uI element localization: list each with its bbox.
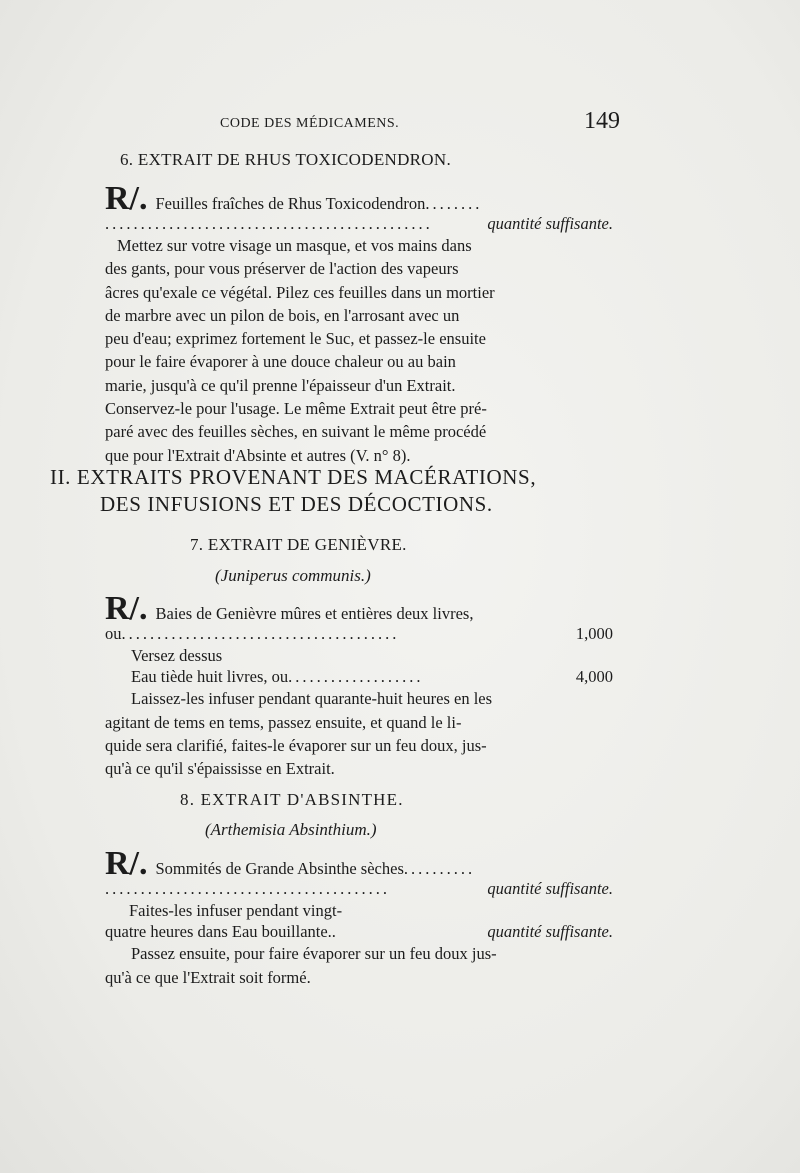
s7-recipe — [105, 590, 613, 780]
s7-line: quide sera clarifié, faites-le évaporer sur un feu doux, jus- — [105, 735, 487, 755]
s7-eau-line — [105, 667, 613, 687]
s7-latin-wrap — [215, 566, 371, 586]
s6-recipe — [105, 180, 613, 467]
dot-leader: ........ — [425, 194, 483, 213]
s8-heading: 8. EXTRAIT D'ABSINTHE. — [180, 790, 404, 809]
s7-amount1: 1,000 — [575, 624, 613, 643]
s6-heading-wrap — [120, 150, 451, 170]
s7-ingredient-line — [105, 590, 613, 628]
dot-leader: ........................................ — [105, 879, 390, 898]
s7-ingredient: Baies de Genièvre mûres et entières deux livres, — [155, 604, 474, 623]
s6-quantity-line — [105, 214, 613, 234]
s8-line: Passez ensuite, pour faire évaporer sur un feu doux jus- — [131, 944, 497, 964]
running-title: CODE DES MÉDICAMENS. — [220, 116, 400, 131]
dot-leader: .......... — [403, 859, 476, 878]
s6-line: des gants, pour vous préserver de l'action des vapeurs — [105, 259, 459, 279]
s7-versez: Versez dessus — [131, 646, 223, 665]
recipe-symbol: R/. — [105, 590, 148, 627]
s8-ingredient-line — [105, 845, 613, 883]
s7-amount2: 4,000 — [575, 667, 613, 687]
s8-line-a: Faites-les infuser pendant vingt- — [129, 901, 343, 920]
section-ii-heading — [50, 465, 536, 490]
s8-quantity1: quantité suffisante. — [487, 879, 613, 898]
s7-paragraph — [105, 687, 613, 780]
dot-leader: ....................................... — [121, 624, 400, 643]
section-ii-line2: DES INFUSIONS ET DES DÉCOCTIONS. — [100, 492, 493, 516]
recipe-symbol: R/. — [105, 845, 148, 882]
s6-line: âcres qu'exale ce végétal. Pilez ces feuilles dans un mortier — [105, 282, 495, 302]
section-ii-heading-2 — [100, 492, 493, 517]
s6-line: peu d'eau; exprimez fortement le Suc, et passez-le ensuite — [105, 329, 486, 349]
s7-ou: ou — [105, 624, 122, 643]
page-number: 149 — [584, 108, 620, 134]
s6-ingredient-line — [105, 180, 613, 218]
s8-recipe — [105, 845, 613, 989]
s8-quantity2: quantité suffisante. — [487, 922, 613, 942]
s6-line: que pour l'Extrait d'Absinte et autres (V. n° 8). — [105, 445, 411, 465]
s6-quantity: quantité suffisante. — [487, 214, 613, 233]
s6-paragraph — [105, 234, 613, 467]
s7-heading: 7. EXTRAIT DE GENIÈVRE. — [190, 535, 407, 554]
s8-latin-wrap — [205, 820, 377, 840]
s7-line: agitant de tems en tems, passez ensuite, et quand le li- — [105, 712, 462, 732]
page-header — [220, 110, 620, 140]
s6-ingredient: Feuilles fraîches de Rhus Toxicodendron — [155, 194, 426, 213]
s8-line-b: quatre heures dans Eau bouillante.. — [105, 922, 336, 942]
s6-heading: 6. EXTRAIT DE RHUS TOXICODENDRON. — [120, 150, 452, 169]
s8-line: qu'à ce que l'Extrait soit formé. — [105, 967, 311, 987]
s6-line: Conservez-le pour l'usage. Le même Extrait peut être pré- — [105, 399, 487, 419]
s6-line: Mettez sur votre visage un masque, et vos mains dans — [117, 236, 472, 255]
s8-heading-wrap — [180, 790, 404, 810]
s7-amount1-line — [105, 624, 613, 644]
s8-quantity2-line — [105, 922, 613, 942]
recipe-symbol: R/. — [105, 180, 148, 217]
section-ii-line1: II. EXTRAITS PROVENANT DES MACÉRATIONS, — [50, 465, 537, 489]
s6-line: pour le faire évaporer à une douce chaleur ou au bain — [105, 352, 456, 372]
s6-line: marie, jusqu'à ce qu'il prenne l'épaisseur d'un Extrait. — [105, 375, 456, 395]
s7-eau: Eau tiède huit livres, ou — [131, 667, 289, 687]
dot-leader: .............................................. — [105, 214, 433, 233]
s8-latin-name: (Arthemisia Absinthium.) — [205, 820, 377, 839]
s7-latin-name: (Juniperus communis.) — [215, 566, 371, 585]
s7-line: qu'à ce qu'il s'épaississe en Extrait. — [105, 759, 335, 779]
s6-line: de marbre avec un pilon de bois, en l'arrosant avec un — [105, 305, 460, 325]
s6-line: paré avec des feuilles sèches, en suivant le même procédé — [105, 422, 487, 442]
dot-leader: ................... — [288, 667, 424, 687]
s7-heading-wrap — [190, 535, 407, 555]
s8-paragraph — [105, 942, 613, 989]
s8-quantity1-line — [105, 879, 613, 899]
s7-line: Laissez-les infuser pendant quarante-huit heures en les — [131, 689, 493, 709]
s8-ingredient: Sommités de Grande Absinthe sèches — [155, 859, 404, 878]
